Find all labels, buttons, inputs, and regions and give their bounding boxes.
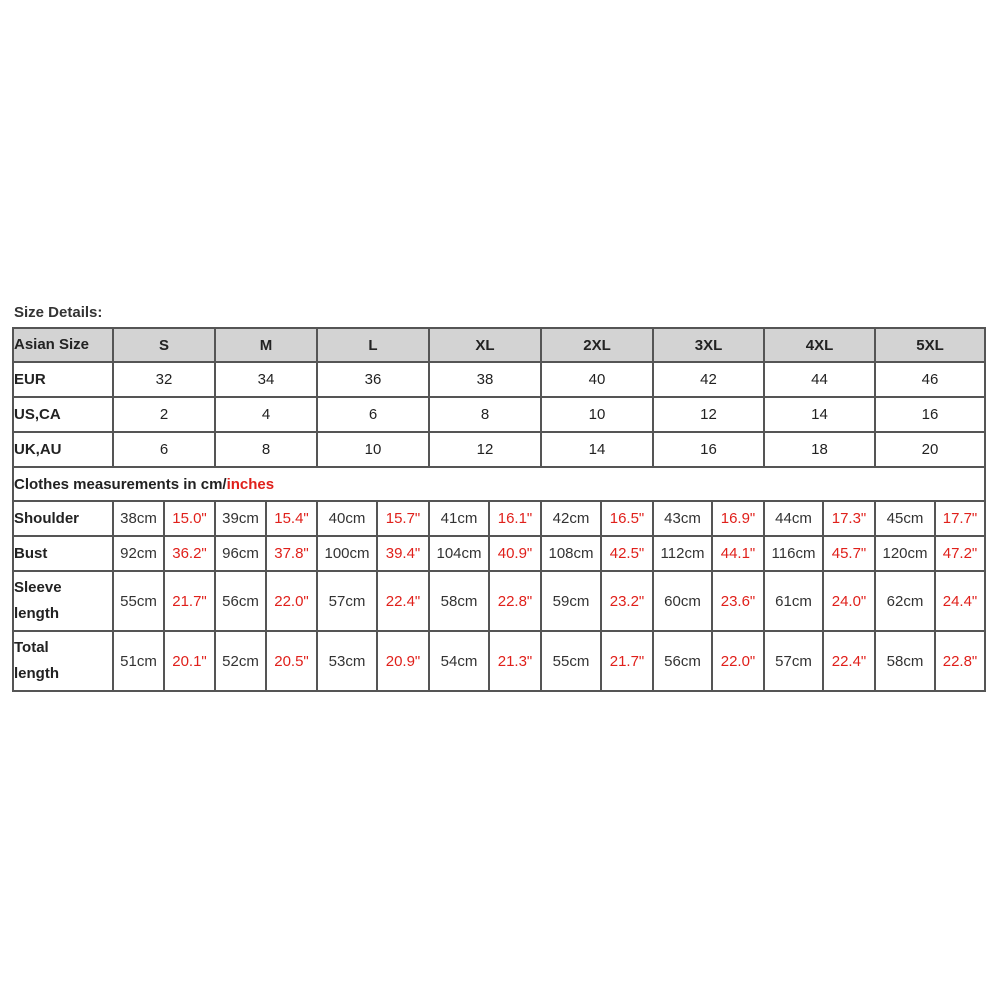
size-value-cell: 14 (541, 432, 653, 467)
cm-value-cell: 57cm (317, 571, 377, 631)
size-value-cell: 8 (429, 397, 541, 432)
row-label-line: Shoulder (14, 509, 80, 527)
cm-value-cell: 41cm (429, 501, 489, 536)
cm-value-cell: 56cm (215, 571, 266, 631)
cm-value-cell: 120cm (875, 536, 935, 571)
cm-value-cell: 116cm (764, 536, 823, 571)
size-value-cell: 46 (875, 362, 985, 397)
size-value-cell: 12 (653, 397, 764, 432)
row-label (13, 631, 113, 691)
inch-value-cell: 24.0" (823, 571, 875, 631)
measurements-heading (13, 467, 985, 501)
cm-value-cell: 59cm (541, 571, 601, 631)
inch-value-cell: 22.4" (377, 571, 429, 631)
inch-value-cell: 16.9" (712, 501, 764, 536)
cm-value-cell: 58cm (429, 571, 489, 631)
inch-value-cell: 22.0" (266, 571, 317, 631)
cm-value-cell: 100cm (317, 536, 377, 571)
size-header-cell: 4XL (764, 328, 875, 362)
cm-value-cell: 55cm (113, 571, 164, 631)
inch-value-cell: 21.3" (489, 631, 541, 691)
size-details-title: Size Details: (14, 304, 103, 321)
inch-value-cell: 37.8" (266, 536, 317, 571)
size-header-cell: 3XL (653, 328, 764, 362)
size-header-row (13, 328, 985, 362)
inch-value-cell: 20.5" (266, 631, 317, 691)
inch-value-cell: 36.2" (164, 536, 215, 571)
size-value-cell: 36 (317, 362, 429, 397)
size-value-cell: 16 (653, 432, 764, 467)
inch-value-cell: 22.8" (935, 631, 985, 691)
size-header-cell: S (113, 328, 215, 362)
size-header-cell: L (317, 328, 429, 362)
size-value-cell: 42 (653, 362, 764, 397)
cm-value-cell: 39cm (215, 501, 266, 536)
cm-value-cell: 92cm (113, 536, 164, 571)
cm-value-cell: 43cm (653, 501, 712, 536)
size-value-cell: 20 (875, 432, 985, 467)
inch-value-cell: 15.0" (164, 501, 215, 536)
cm-value-cell: 55cm (541, 631, 601, 691)
size-value-cell: 12 (429, 432, 541, 467)
size-value-cell: 14 (764, 397, 875, 432)
cm-value-cell: 56cm (653, 631, 712, 691)
size-value-cell: 4 (215, 397, 317, 432)
inch-value-cell: 21.7" (601, 631, 653, 691)
inch-value-cell: 16.5" (601, 501, 653, 536)
inch-value-cell: 39.4" (377, 536, 429, 571)
row-label: US,CA (13, 397, 113, 432)
row-label-line: length (14, 605, 59, 622)
inch-value-cell: 16.1" (489, 501, 541, 536)
table-row (13, 536, 985, 571)
section-row (13, 467, 985, 501)
inch-value-cell: 20.9" (377, 631, 429, 691)
cm-value-cell: 112cm (653, 536, 712, 571)
size-value-cell: 34 (215, 362, 317, 397)
row-label (13, 536, 113, 571)
inch-value-cell: 24.4" (935, 571, 985, 631)
cm-value-cell: 42cm (541, 501, 601, 536)
size-value-cell: 6 (317, 397, 429, 432)
inch-value-cell: 15.4" (266, 501, 317, 536)
asian-size-label: Asian Size (13, 328, 113, 362)
inch-value-cell: 22.0" (712, 631, 764, 691)
size-value-cell: 44 (764, 362, 875, 397)
cm-value-cell: 45cm (875, 501, 935, 536)
row-label-line: Total (14, 639, 49, 656)
measurements-heading-inches: inches (226, 475, 275, 493)
inch-value-cell: 22.4" (823, 631, 875, 691)
cm-value-cell: 40cm (317, 501, 377, 536)
row-label: UK,AU (13, 432, 113, 467)
inch-value-cell: 44.1" (712, 536, 764, 571)
row-label-line: length (14, 665, 59, 682)
measurements-heading-prefix: Clothes measurements in cm/ (14, 475, 227, 493)
cm-value-cell: 104cm (429, 536, 489, 571)
size-header-cell: XL (429, 328, 541, 362)
inch-value-cell: 23.2" (601, 571, 653, 631)
cm-value-cell: 54cm (429, 631, 489, 691)
cm-value-cell: 53cm (317, 631, 377, 691)
inch-value-cell: 23.6" (712, 571, 764, 631)
inch-value-cell: 15.7" (377, 501, 429, 536)
row-label: EUR (13, 362, 113, 397)
table-row (13, 432, 985, 467)
size-value-cell: 6 (113, 432, 215, 467)
size-value-cell: 2 (113, 397, 215, 432)
size-value-cell: 18 (764, 432, 875, 467)
inch-value-cell: 42.5" (601, 536, 653, 571)
row-label (13, 571, 113, 631)
row-label-line: Bust (14, 544, 48, 562)
size-header-cell: 5XL (875, 328, 985, 362)
inch-value-cell: 40.9" (489, 536, 541, 571)
table-row (13, 501, 985, 536)
size-header-cell: M (215, 328, 317, 362)
size-value-cell: 40 (541, 362, 653, 397)
inch-value-cell: 20.1" (164, 631, 215, 691)
row-label-line: Sleeve (14, 579, 62, 596)
size-value-cell: 32 (113, 362, 215, 397)
cm-value-cell: 57cm (764, 631, 823, 691)
cm-value-cell: 38cm (113, 501, 164, 536)
inch-value-cell: 45.7" (823, 536, 875, 571)
cm-value-cell: 58cm (875, 631, 935, 691)
cm-value-cell: 52cm (215, 631, 266, 691)
inch-value-cell: 17.7" (935, 501, 985, 536)
cm-value-cell: 60cm (653, 571, 712, 631)
size-value-cell: 38 (429, 362, 541, 397)
size-chart-table (12, 327, 986, 692)
inch-value-cell: 22.8" (489, 571, 541, 631)
cm-value-cell: 51cm (113, 631, 164, 691)
cm-value-cell: 61cm (764, 571, 823, 631)
inch-value-cell: 47.2" (935, 536, 985, 571)
size-value-cell: 16 (875, 397, 985, 432)
cm-value-cell: 62cm (875, 571, 935, 631)
row-label (13, 501, 113, 536)
table-row (13, 362, 985, 397)
size-value-cell: 8 (215, 432, 317, 467)
inch-value-cell: 17.3" (823, 501, 875, 536)
table-row (13, 397, 985, 432)
table-row (13, 571, 985, 631)
cm-value-cell: 108cm (541, 536, 601, 571)
size-value-cell: 10 (317, 432, 429, 467)
cm-value-cell: 96cm (215, 536, 266, 571)
cm-value-cell: 44cm (764, 501, 823, 536)
inch-value-cell: 21.7" (164, 571, 215, 631)
table-row (13, 631, 985, 691)
size-value-cell: 10 (541, 397, 653, 432)
size-header-cell: 2XL (541, 328, 653, 362)
